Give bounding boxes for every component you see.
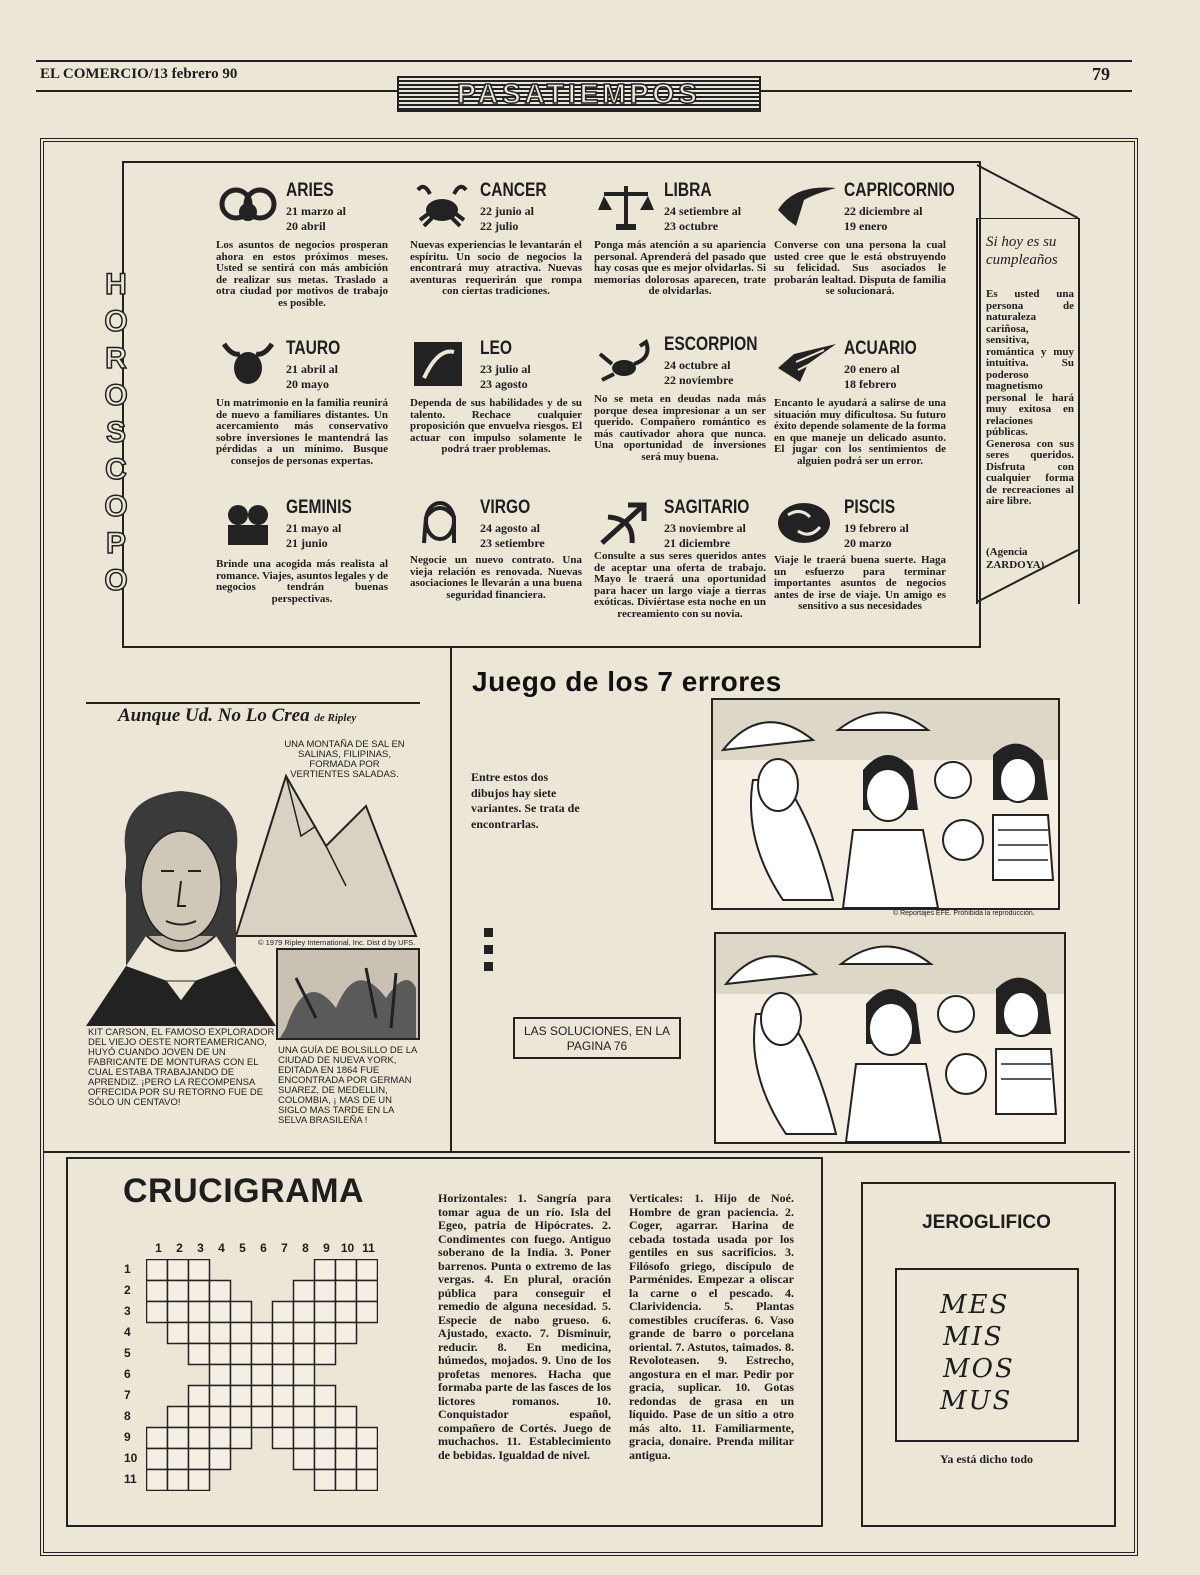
ripley-note-salt: UNA MONTAÑA DE SAL EN SALINAS, FILIPINAS, FORMADA POR VERTIENTES SALADAS.	[284, 739, 405, 780]
crossword-cell[interactable]	[189, 1344, 210, 1365]
sign-name: CANCER	[480, 180, 547, 201]
crossword-cell[interactable]	[231, 1386, 252, 1407]
crossword-cell[interactable]	[168, 1449, 189, 1470]
crossword-cell[interactable]	[336, 1281, 357, 1302]
beach-scene-bottom	[716, 934, 1064, 1142]
crossword-cell[interactable]	[294, 1323, 315, 1344]
jeroglifico-title: JEROGLIFICO	[922, 1212, 1051, 1233]
sign-name: VIRGO	[480, 497, 531, 518]
crossword-cell[interactable]	[210, 1302, 231, 1323]
crossword-cell[interactable]	[147, 1302, 168, 1323]
jeroglifico-line: MUS	[940, 1386, 1013, 1416]
sign-dates: 21 mayo al 21 junio	[286, 521, 342, 550]
jeroglifico-line: MES	[940, 1290, 1010, 1320]
crossword-cell[interactable]	[294, 1449, 315, 1470]
crossword-cell[interactable]	[168, 1281, 189, 1302]
crossword-cell[interactable]	[189, 1470, 210, 1491]
sign-text: Nuevas experiencias le levantarán el espíritu. Un socio de negocios la encontrará muy atractiva. Nuevas aventuras requerirán que rompa con ciertas tradiciones.	[410, 239, 582, 297]
crossword-col-number: 10	[340, 1241, 355, 1255]
sign-dates: 24 octubre al 22 noviembre	[664, 358, 734, 387]
crossword-grid	[146, 1259, 378, 1491]
ripley-note-carson: KIT CARSON, EL FAMOSO EXPLORADOR DEL VIEJO OESTE NORTEAMERICANO, HUYÓ CUANDO JOVEN DE UN FABRICANTE DE MONTURAS CON EL CUAL ESTABA TRABAJANDO DE APRENDIZ. ¡PERO LA RECOMPENSA OFRECIDA POR SU RETORNO FUE DE SÓLO UN CENTAVO!	[88, 1027, 275, 1108]
crossword-cell[interactable]	[336, 1407, 357, 1428]
crossword-row-number: 2	[124, 1283, 131, 1297]
sign-dates: 22 junio al 22 julio	[480, 204, 535, 233]
birthday-text: Es usted una persona de naturaleza cariñosa, sensitiva, romántica y muy intuitiva. Su poderoso magnetismo personal le hará muy exitosa en relaciones públicas. Generosa con sus seres queridos. Disfruta con cualquier forma de recreaciones al aire libre.	[986, 288, 1074, 507]
crossword-cell[interactable]	[336, 1323, 357, 1344]
drawing-bottom	[714, 932, 1066, 1144]
crossword-cell[interactable]	[189, 1407, 210, 1428]
horoscope-letter: P	[105, 527, 126, 560]
crossword-col-number: 9	[323, 1241, 330, 1255]
crossword-cell[interactable]	[168, 1407, 189, 1428]
crossword-cell[interactable]	[231, 1302, 252, 1323]
bullet-mark	[484, 962, 493, 971]
crossword-cell[interactable]	[315, 1407, 336, 1428]
crossword-cell[interactable]	[357, 1302, 378, 1323]
crossword-col-number: 1	[155, 1241, 162, 1255]
crossword-cell[interactable]	[294, 1428, 315, 1449]
sign-name: PISCIS	[844, 497, 896, 518]
publication-line: EL COMERCIO/13 febrero 90	[40, 66, 238, 82]
ripley-title: Aunque Ud. No Lo Crea de Ripley	[118, 705, 357, 726]
crossword-cell[interactable]	[357, 1260, 378, 1281]
crossword-cell[interactable]	[336, 1449, 357, 1470]
crossword-cell[interactable]	[189, 1386, 210, 1407]
bullet-mark	[484, 928, 493, 937]
crossword-cell[interactable]	[231, 1365, 252, 1386]
crossword-cell[interactable]	[252, 1407, 273, 1428]
sign-text: Converse con una persona la cual usted cree que le está obstruyendo su felicidad. Sus asociados le probarán lealtad. Disputa de familia se solucionará.	[774, 239, 946, 297]
crossword-cell[interactable]	[210, 1449, 231, 1470]
juego-credit: © Reportajes EFE. Prohibida la reproducción.	[893, 910, 1035, 917]
crossword-row-number: 6	[124, 1367, 131, 1381]
crossword-cell[interactable]	[336, 1470, 357, 1491]
crossword-cell[interactable]	[357, 1281, 378, 1302]
crossword-row-number: 1	[124, 1262, 131, 1276]
crossword-cell[interactable]	[189, 1449, 210, 1470]
crossword-cell[interactable]	[273, 1428, 294, 1449]
crossword-col-number: 5	[239, 1241, 246, 1255]
horoscope-letter: O	[104, 490, 128, 523]
virgo-icon	[410, 497, 474, 549]
clues-verticales: Verticales: 1. Hijo de Noé. Hombre de gran paciencia. 2. Coger, agarrar. Harina de cebada tostada usada por los gentiles en sus sacrificios. 3. Filósofo griego, discípulo de Parménides. Empezar a oliscar la carne o el pescado. 4. Clarividencia. 5. Plantas comestibles crucíferas. 6. Vaso grande de barro o porcelana oriental. 7. Astutos, taimados. 8. Revoloteasen. 9. Estrecho, angostura en el mar. Pedir por gracia, suplicar. 10. Gotas redondas de grasa en un líquido. Pase de un sitio a otro más alto. 11. Familiarmente, gracia, donaire. Prenda militar antigua.	[629, 1191, 794, 1462]
crossword-cell[interactable]	[252, 1344, 273, 1365]
crossword-cell[interactable]	[231, 1407, 252, 1428]
crossword-cell[interactable]	[315, 1323, 336, 1344]
escorpion-icon	[594, 334, 658, 386]
piscis-icon	[774, 497, 838, 549]
crossword-cell[interactable]	[357, 1428, 378, 1449]
crossword-row-number: 5	[124, 1346, 131, 1360]
sign-dates: 21 abril al 20 mayo	[286, 362, 339, 391]
page-number: 79	[1092, 64, 1110, 84]
geminis-icon	[216, 497, 280, 549]
ripley-copyright: © 1979 Ripley International, Inc. Dist d by UFS.	[258, 938, 416, 947]
crucigrama-title: CRUCIGRAMA	[123, 1172, 365, 1210]
horoscope-letter: O	[104, 379, 128, 412]
crossword-cell[interactable]	[315, 1344, 336, 1365]
ripley-note-guide: UNA GUÍA DE BOLSILLO DE LA CIUDAD DE NUEVA YORK, EDITADA EN 1864 FUE ENCONTRADA POR GERMAN SUAREZ, DE MEDELLIN, COLOMBIA, ¡ MAS DE UN SIGLO MAS TARDE EN LA SELVA BRASILEÑA !	[278, 1045, 417, 1126]
crossword-cell[interactable]	[210, 1407, 231, 1428]
sign-text: Encanto le ayudará a salirse de una situación muy dificultosa. Su futuro éxito depende solamente de la forma en que maneje un delicado asunto. El jugar con los sentimientos de alguien podrá ser un error.	[774, 397, 946, 467]
horoscope-letter: O	[104, 564, 128, 597]
sign-text: Dependa de sus habilidades y de su talento. Rechace cualquier proposición que envuelva riesgos. El actuar con impulso solamente le podrá traer problemas.	[410, 397, 582, 455]
cancer-icon	[410, 180, 474, 232]
horoscope-letter: R	[105, 342, 127, 375]
crossword-cell[interactable]	[168, 1302, 189, 1323]
sign-dates: 22 diciembre al 19 enero	[844, 204, 923, 233]
clues-horizontales: Horizontales: 1. Sangría para tomar agua de un río. Isla del Egeo, patria de Hipócrates. 2. Condimentes con fuego. Antiguo soberano de la India. 3. Poner barrenos. Punta o extremo de las vergas. 4. En plural, oración pública para conseguir el remedio de alguna necesidad. 5. Especie de nabo grueso. 6. Ajustado, exacto. 7. Disminuir, reducir. 8. En medicina, húmedos, mojados. 9. Uno de los profetas menores. Hacha que formaba parte de las fasces de los lictores romanos. 10. Conquistador español, compañero de Cortés. Juego de muchachos. 11. Establecimiento de bebidas. Igualdad de nivel.	[438, 1191, 611, 1462]
crossword-cell[interactable]	[315, 1302, 336, 1323]
libra-icon	[594, 180, 658, 232]
sign-text: Un matrimonio en la familia reunirá de nuevo a familiares distantes. Un acercamiento más conservativo sobre inversiones le mantendrá las pérdidas a un mínimo. Busque consejos de personas expertas.	[216, 397, 388, 467]
crossword-cell[interactable]	[210, 1428, 231, 1449]
aries-icon	[216, 180, 280, 232]
jeroglifico-line: MOS	[943, 1354, 1015, 1384]
crossword-cell[interactable]	[168, 1260, 189, 1281]
crossword-cell[interactable]	[294, 1281, 315, 1302]
crossword-cell[interactable]	[231, 1344, 252, 1365]
crossword-cell[interactable]	[189, 1281, 210, 1302]
crossword-cell[interactable]	[189, 1323, 210, 1344]
crossword-cell[interactable]	[210, 1344, 231, 1365]
sign-name: ACUARIO	[844, 338, 917, 359]
crossword-col-number: 2	[176, 1241, 183, 1255]
crossword-cell[interactable]	[189, 1302, 210, 1323]
jeroglifico-line: MIS	[943, 1322, 1004, 1352]
sign-dates: 23 noviembre al 21 diciembre	[664, 521, 746, 550]
crossword-cell[interactable]	[168, 1470, 189, 1491]
crossword-col-number: 3	[197, 1241, 204, 1255]
crossword-cell[interactable]	[336, 1260, 357, 1281]
sign-dates: 20 enero al 18 febrero	[844, 362, 900, 391]
crossword-cell[interactable]	[210, 1365, 231, 1386]
crossword-cell[interactable]	[273, 1407, 294, 1428]
crossword-cell[interactable]	[294, 1386, 315, 1407]
crossword-cell[interactable]	[336, 1302, 357, 1323]
crossword-row-number: 8	[124, 1409, 131, 1423]
crossword-cell[interactable]	[315, 1386, 336, 1407]
crossword-row-number: 7	[124, 1388, 131, 1402]
crossword-col-number: 11	[362, 1241, 375, 1255]
sign-text: Viaje le traerá buena suerte. Haga un esfuerzo para terminar importantes asuntos de negocios antes de irse de viaje. Un amigo es sensitivo a sus necesidades	[774, 554, 946, 612]
crossword-cell[interactable]	[147, 1281, 168, 1302]
sign-name: GEMINIS	[286, 497, 352, 518]
crossword-cell[interactable]	[315, 1281, 336, 1302]
section-divider	[44, 1151, 1130, 1153]
sign-dates: 24 setiembre al 23 octubre	[664, 204, 742, 233]
horoscope-letter: O	[104, 305, 128, 338]
crossword-cell[interactable]	[315, 1428, 336, 1449]
jeroglifico-caption: Ya está dicho todo	[939, 1452, 1033, 1466]
beach-scene-top	[713, 700, 1058, 908]
crossword-cell[interactable]	[315, 1470, 336, 1491]
crossword-cell[interactable]	[357, 1470, 378, 1491]
sign-name: SAGITARIO	[664, 497, 750, 518]
bullet-mark	[484, 945, 493, 954]
sign-dates: 23 julio al 23 agosto	[480, 362, 531, 391]
crossword-cell[interactable]	[189, 1428, 210, 1449]
ripley-brand: de Ripley	[314, 712, 357, 724]
sign-text: Ponga más atención a su apariencia personal. Aprenderá del pasado que hay cosas que es mejor olvidarlas. Si memorias dolorosas aparecen, trate de olvidarlas.	[594, 239, 766, 297]
sign-dates: 24 agosto al 23 setiembre	[480, 521, 545, 550]
crossword-col-number: 8	[302, 1241, 309, 1255]
sign-name: TAURO	[286, 338, 341, 359]
horoscope-letter: C	[105, 453, 127, 486]
crossword-col-number: 7	[281, 1241, 288, 1255]
crossword-col-number: 6	[260, 1241, 267, 1255]
crossword-cell[interactable]	[294, 1365, 315, 1386]
crossword-cell[interactable]	[273, 1344, 294, 1365]
crossword-cell[interactable]	[273, 1365, 294, 1386]
crossword-row-number: 10	[124, 1451, 138, 1465]
crossword-row-number: 9	[124, 1430, 131, 1444]
sign-dates: 19 febrero al 20 marzo	[844, 521, 909, 550]
tauro-icon	[216, 338, 280, 390]
sign-text: Brinde una acogida más realista al romance. Viajes, asuntos legales y de negocios tendrán buenas perspectivas.	[216, 558, 388, 605]
crossword-cell[interactable]	[168, 1428, 189, 1449]
crossword-cell[interactable]	[147, 1449, 168, 1470]
capricornio-icon	[774, 180, 838, 232]
birthday-panel	[976, 218, 1080, 604]
leo-icon	[410, 338, 474, 390]
crossword-cell[interactable]	[168, 1323, 189, 1344]
crossword-cell[interactable]	[336, 1428, 357, 1449]
drawing-top	[711, 698, 1060, 910]
birthday-title: Si hoy es su cumpleaños	[986, 234, 1058, 268]
crossword-cell[interactable]	[273, 1323, 294, 1344]
juego-title: Juego de los 7 errores	[472, 666, 782, 697]
solutions-box: LAS SOLUCIONES, EN LA PAGINA 76	[513, 1017, 681, 1059]
sign-name: ARIES	[286, 180, 334, 201]
sign-name: CAPRICORNIO	[844, 180, 955, 201]
sign-name: LEO	[480, 338, 513, 359]
acuario-icon	[774, 338, 838, 390]
crossword-cell[interactable]	[315, 1260, 336, 1281]
crossword-cell[interactable]	[357, 1449, 378, 1470]
crossword-cell[interactable]	[210, 1323, 231, 1344]
sign-name: ESCORPION	[664, 334, 758, 355]
crossword-cell[interactable]	[147, 1260, 168, 1281]
crossword-cell[interactable]	[210, 1281, 231, 1302]
crossword-cell[interactable]	[252, 1323, 273, 1344]
crossword-row-number: 3	[124, 1304, 131, 1318]
crossword-cell[interactable]	[147, 1428, 168, 1449]
crossword-cell[interactable]	[294, 1407, 315, 1428]
crossword-cell[interactable]	[147, 1470, 168, 1491]
jungle-illustration	[276, 948, 420, 1040]
birthday-source: (Agencia ZARDOYA)	[986, 546, 1045, 571]
horoscope-vertical-title	[96, 266, 136, 599]
crossword-row-number: 11	[124, 1472, 137, 1486]
crossword-cell[interactable]	[294, 1344, 315, 1365]
sign-text: No se meta en deudas nada más porque desea impresionar a un ser querido. Compañero romántico es más cautivador ahora que nunca. Una oportunidad de inversiones será muy buena.	[594, 393, 766, 463]
sign-text: Los asuntos de negocios prosperan ahora en estos próximos meses. Usted se sentirá con más ambición de realizar sus metas. Traslado a otra ciudad por motivos de trabajo es posible.	[216, 239, 388, 309]
crossword-cell[interactable]	[210, 1386, 231, 1407]
sign-dates: 21 marzo al 20 abril	[286, 204, 346, 233]
sign-text: Consulte a sus seres queridos antes de aceptar una oferta de trabajo. Mayo le traerá una oportunidad para hacer un largo viaje a tierras exóticas. Diviértase esta noche en un recreamiento con su novia.	[594, 550, 766, 620]
crossword-cell[interactable]	[273, 1386, 294, 1407]
crossword-cell[interactable]	[315, 1449, 336, 1470]
crossword-col-number: 4	[218, 1241, 225, 1255]
crossword-cell[interactable]	[273, 1302, 294, 1323]
horoscope-letter: H	[105, 268, 127, 301]
crossword-cell[interactable]	[252, 1365, 273, 1386]
sign-text: Negocie un nuevo contrato. Una vieja relación es renovada. Nuevas asociaciones le llevarán a una buena seguridad financiera.	[410, 554, 582, 601]
crossword-cell[interactable]	[189, 1260, 210, 1281]
horoscope-letter: S	[105, 416, 126, 449]
column-divider	[450, 648, 452, 1153]
juego-intro: Entre estos dos dibujos hay siete variantes. Se trata de encontrarlas.	[471, 770, 580, 831]
crossword-cell[interactable]	[294, 1302, 315, 1323]
crossword-cell[interactable]	[252, 1386, 273, 1407]
sagitario-icon	[594, 497, 658, 549]
section-title: PASATIEMPOS	[397, 76, 761, 112]
crossword-row-number: 4	[124, 1325, 131, 1339]
sign-name: LIBRA	[664, 180, 712, 201]
crossword-cell[interactable]	[231, 1428, 252, 1449]
crossword-cell[interactable]	[231, 1323, 252, 1344]
